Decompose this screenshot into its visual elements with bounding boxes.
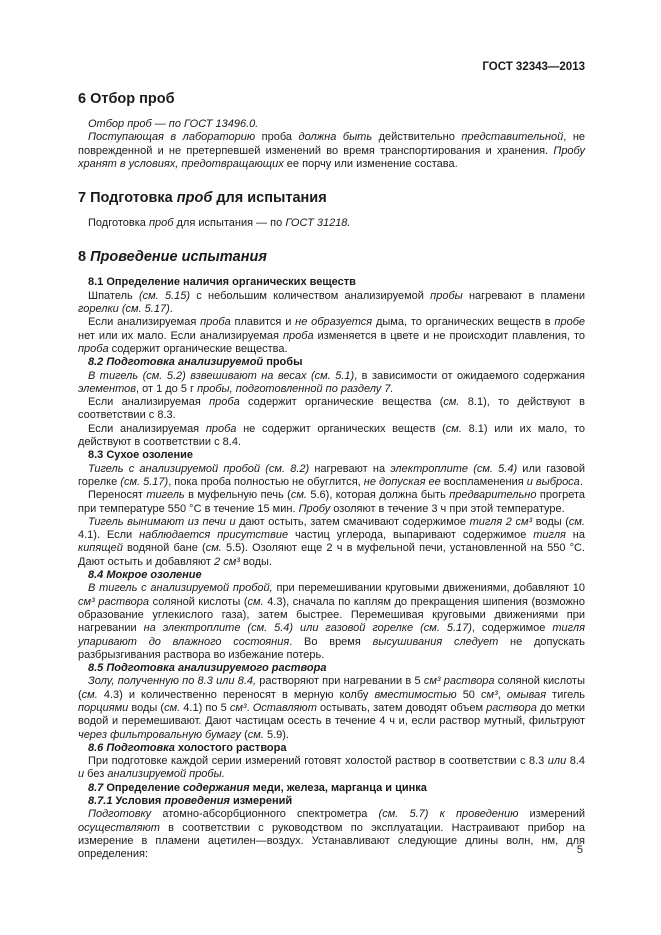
text-run: Если анализируемая	[88, 316, 201, 329]
text-run: Определение	[103, 781, 184, 794]
text-run: до метки водой и перемешивают. Дают частицам осесть в течение 4 ч и, если раствор мутный, фильтруют	[78, 701, 586, 728]
text-run: содержит органические вещества (	[239, 396, 444, 409]
text-run: соляной кислоты (	[78, 675, 585, 701]
text-run: , содержимое	[471, 622, 553, 635]
text-run: или	[547, 755, 567, 768]
text-run: .	[246, 701, 253, 714]
text-run: при перемешивании круговыми движениями, добавляют 10	[272, 582, 585, 595]
text-run: (см. 5.17)	[120, 475, 169, 488]
text-run: для испытания	[212, 190, 327, 207]
text-run: (см. 5.7) к проведению	[378, 808, 519, 821]
text-run: омывая	[506, 688, 547, 701]
text-run: (	[241, 728, 248, 741]
text-run: Поступающая в лабораторию	[88, 131, 256, 144]
text-run: см.	[205, 542, 222, 555]
text-run: .	[579, 475, 583, 488]
text-run: проба	[255, 131, 299, 144]
text-run: ГОСТ 31218.	[285, 217, 351, 230]
text-run: Если анализируемая	[88, 422, 206, 435]
section-heading	[78, 189, 585, 207]
text-run: водяной бане (	[122, 542, 206, 555]
text-run: 50	[456, 688, 481, 701]
text-run: 5.9).	[263, 728, 289, 741]
text-run: должна быть	[298, 131, 373, 144]
text-run: содержания	[183, 781, 250, 794]
text-run: горелки (см. 5.17)	[78, 303, 170, 316]
text-run: 8.2 Подготовка анализируемой	[88, 356, 264, 369]
text-run: или газовой горелке	[78, 462, 585, 488]
text-run: озоляют в течение 3 ч при этой температуре.	[330, 502, 565, 515]
paragraph	[78, 675, 585, 741]
text-run: тигля упаривают до влажного состояния	[78, 622, 586, 648]
text-run: Оставляют	[252, 701, 317, 714]
text-run: пробе	[554, 316, 585, 329]
text-run: тигель	[146, 489, 185, 502]
paragraph	[78, 290, 585, 317]
text-run: элементов	[78, 382, 136, 395]
paragraph	[78, 217, 585, 230]
subsection-heading	[78, 782, 585, 795]
text-run: частиц углерода, выпаривают содержимое	[288, 529, 534, 542]
text-run: не образуется	[295, 316, 373, 329]
text-run: на	[565, 529, 586, 542]
text-run: представительной	[461, 131, 564, 144]
text-run: пробы, подготовленной по разделу 7.	[197, 382, 394, 395]
text-run: 8.1), то действуют в соответствии с 8.3.	[78, 396, 586, 422]
text-run: 8.4	[566, 755, 585, 768]
text-run: 7 Подготовка	[78, 190, 177, 207]
text-run: и	[78, 768, 85, 781]
text-run: ,	[497, 688, 507, 701]
subsection-heading	[78, 276, 585, 289]
text-run: проба	[200, 316, 231, 329]
paragraph	[78, 489, 585, 516]
text-run: В тигель (см. 5.2) взвешивают на весах (см. 5.1)	[88, 369, 355, 382]
text-run: Если анализируемая	[88, 396, 210, 409]
page-number: 5	[576, 844, 583, 856]
paragraph	[78, 423, 585, 450]
text-run: 8.7	[88, 781, 104, 794]
section-heading	[78, 248, 585, 266]
text-run: воды (	[532, 515, 569, 528]
subsection-heading	[78, 569, 585, 582]
text-run: Переносят	[88, 489, 147, 502]
paragraph	[78, 118, 585, 131]
text-run: Пробу	[298, 502, 331, 515]
paragraph	[78, 316, 585, 356]
text-run: Шпатель	[88, 289, 139, 302]
text-run: воспламенения	[440, 475, 527, 488]
text-run: порциями	[78, 701, 129, 714]
document-body	[78, 90, 585, 862]
text-run: пробы	[430, 289, 463, 302]
text-run: 5.6), которая должна быть	[306, 489, 450, 502]
text-run: 8.3 Сухое озоление	[88, 449, 193, 462]
text-run: без	[84, 768, 108, 781]
text-run: , в зависимости от ожидаемого содержания	[354, 369, 585, 382]
text-run: соляной кислоты (	[149, 595, 248, 608]
text-run: проба	[209, 396, 240, 409]
text-run: , от 1 до 5 г	[135, 382, 198, 395]
text-run: Условия	[112, 795, 165, 808]
text-run: проведения	[164, 795, 230, 808]
text-run: осуществляют	[78, 821, 160, 834]
text-run: см³ раствора	[423, 675, 495, 688]
text-run: Отбор проб — по ГОСТ 13496.0.	[88, 118, 259, 130]
paragraph	[78, 131, 585, 171]
text-run: проб	[148, 217, 174, 230]
text-run: . Во время	[289, 635, 373, 648]
text-run: не допуская ее	[363, 475, 441, 488]
text-run: тигель	[546, 688, 585, 701]
text-run: 8.1) или их мало, то действуют в соответствии с 8.4.	[78, 422, 586, 449]
text-run: кипящей	[78, 542, 123, 555]
text-run: измерений	[229, 795, 293, 808]
text-run: нагревают на	[309, 462, 391, 475]
text-run: Тигель вынимают из печи и	[88, 515, 236, 528]
text-run: меди, железа, марганца и цинка	[249, 781, 427, 794]
text-run: растворяют при нагревании в 5	[256, 675, 424, 688]
text-run: 8.4 Мокрое озоление	[88, 569, 202, 582]
text-run: см.	[247, 728, 264, 741]
text-run: 8.7.1	[88, 795, 113, 808]
text-run: не содержит органических веществ (	[236, 422, 446, 435]
text-run: см³	[229, 701, 247, 714]
text-run: с небольшим количеством анализируемой	[190, 289, 431, 302]
text-run: При подготовке каждой серии измерений готовят холостой раствор в соответствии с 8.3	[88, 755, 548, 768]
text-run: см.	[568, 515, 585, 528]
text-run: 2 см³	[214, 555, 240, 568]
text-run: проба	[78, 342, 109, 355]
text-run: измерений	[518, 808, 586, 821]
text-run: см³ раствора	[78, 595, 150, 608]
text-run: изменяется в цвете и не происходит плавления, то	[313, 329, 585, 342]
text-run: 4.3), сначала по каплям до прекращения шипения (возможно образование углекислого газа), затем быстрее. Перемешивая круговыми движениями при нагревании	[78, 595, 585, 635]
text-run: в муфельную печь (	[184, 489, 291, 502]
subsection-heading	[78, 449, 585, 462]
subsection-heading	[78, 795, 585, 808]
text-run: предварительно	[449, 489, 537, 502]
text-run: тигля 2 см³	[469, 515, 533, 528]
text-run: через фильтровальную бумагу	[78, 728, 242, 741]
text-run: раствора	[486, 701, 537, 714]
text-run: Проведение испытания	[90, 249, 267, 266]
section-heading	[78, 90, 585, 108]
text-run: и выброса	[526, 475, 580, 488]
text-run: ее порчу или изменение состава.	[283, 157, 458, 170]
paragraph	[78, 396, 585, 423]
text-run: воды.	[239, 555, 272, 568]
text-run: проба	[282, 329, 314, 342]
text-run: вместимостью	[374, 688, 457, 701]
text-run: для испытания — по	[173, 217, 286, 230]
text-run: воды (	[128, 701, 165, 714]
text-run: 6 Отбор проб	[78, 91, 175, 107]
text-run: на электроплите (см. 5.4) или газовой горелке (см. 5.17)	[143, 622, 472, 635]
text-run: холостого раствора	[174, 741, 287, 754]
text-run: см.	[443, 396, 460, 409]
standard-header: ГОСТ 32343—2013	[482, 61, 585, 73]
text-run: нагревают в пламени	[462, 289, 586, 302]
text-run: дают остыть, затем смачивают содержимое	[235, 515, 470, 528]
text-run: , не поврежденной и не претерпевшей изменений во время транспортирования и хранения.	[78, 131, 586, 157]
text-run: Золу, полученную по 8.3 или 8.4,	[88, 675, 257, 688]
text-run: см.	[81, 688, 98, 701]
text-run: см.	[445, 422, 462, 435]
paragraph	[78, 516, 585, 569]
text-run: в соответствии с руководством по эксплуатации. Настраивают прибор на измерение в пламени ацетилен—воздух. Устанавливают следующие длины волн, нм, для определения:	[78, 821, 585, 861]
text-run: электроплите (см. 5.4)	[390, 462, 518, 475]
text-run: прогрета при температуре 550 °С в течение 15 мин.	[78, 489, 585, 515]
text-run: плавится и	[230, 316, 296, 329]
text-run: анализируемой пробы.	[107, 768, 225, 781]
text-run: содержит органические вещества.	[108, 342, 288, 355]
text-run: см³	[480, 688, 498, 701]
text-run: нет или их мало. Если анализируемая	[78, 329, 283, 342]
text-run: Пробу хранят в условиях, предотвращающих	[78, 144, 585, 170]
text-run: Тигель с анализируемой пробой (см. 8.2)	[88, 462, 310, 475]
subsection-heading	[78, 356, 585, 369]
text-run: , пока проба полностью не обуглится,	[168, 475, 364, 488]
text-run: см.	[290, 489, 307, 502]
text-run: 8	[78, 249, 91, 266]
text-run: 4.1). Если	[78, 529, 140, 542]
text-run: проба	[205, 422, 237, 435]
paragraph	[78, 370, 585, 397]
subsection-heading	[78, 742, 585, 755]
subsection-heading	[78, 662, 585, 675]
text-run: Подготовку	[88, 808, 152, 821]
text-run: 8.1 Определение наличия органических веществ	[88, 276, 356, 289]
text-run: 5.5). Озоляют еще 2 ч в муфельной печи, установленной на 550 °С. Дают остыть и добавляют	[78, 542, 586, 568]
paragraph	[78, 463, 585, 490]
paragraph	[78, 582, 585, 662]
paragraph	[78, 755, 585, 782]
text-run: см.	[164, 701, 181, 714]
text-run: (см. 5.15)	[138, 289, 191, 302]
text-run: В тигель с анализируемой пробой,	[88, 582, 273, 595]
text-run: действительно	[372, 131, 462, 144]
text-run: тигля	[533, 529, 566, 542]
text-run: .	[169, 303, 173, 316]
paragraph	[78, 808, 585, 861]
text-run: 8.5 Подготовка анализируемого раствора	[88, 662, 327, 675]
text-run: не допускать разбрызгивания раствора во избежание потерь.	[78, 635, 586, 661]
text-run: 8.6 Подготовка	[88, 741, 175, 754]
text-run: дыма, то органических веществ в	[372, 316, 555, 329]
text-run: остывать, затем доводят объем	[316, 701, 487, 714]
text-run: 4.3) и количественно переносят в мерную колбу	[97, 688, 375, 701]
text-run: 4.1) по 5	[180, 701, 230, 714]
text-run: высушивания следует	[372, 635, 499, 648]
text-run: пробы	[263, 356, 303, 369]
text-run: проб	[176, 190, 213, 207]
text-run: см.	[247, 595, 264, 608]
text-run: Подготовка	[88, 217, 149, 230]
text-run: атомно-абсорбционного спектрометра	[151, 808, 379, 821]
text-run: наблюдается присутствие	[139, 529, 289, 542]
